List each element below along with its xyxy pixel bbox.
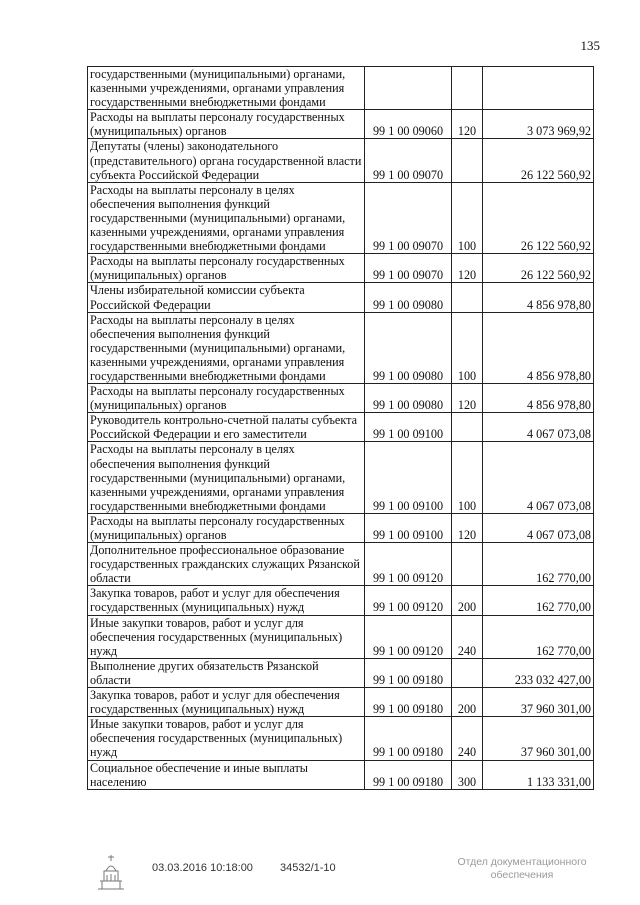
row-sum-cell: 37 960 301,00 [483,688,594,717]
table-row [88,283,594,312]
table-row [88,717,594,760]
row-code-cell: 99 1 00 09070 [365,182,452,253]
row-code-cell: 99 1 00 09180 [365,717,452,760]
row-type-cell: 100 [452,312,483,383]
table-row [88,688,594,717]
row-name-cell: Закупка товаров, работ и услуг для обеспечения государственных (муниципальных) нужд [88,586,365,615]
row-type-cell: 240 [452,717,483,760]
row-sum-cell: 4 067 073,08 [483,442,594,513]
table-row [88,384,594,413]
row-name-cell: Закупка товаров, работ и услуг для обеспечения государственных (муниципальных) нужд [88,688,365,717]
row-name-cell: Депутаты (члены) законодательного (представительного) органа государственной власти субъекта Российской Федерации [88,139,365,182]
row-type-cell [452,283,483,312]
table-row [88,658,594,687]
row-name-cell: Расходы на выплаты персоналу государственных (муниципальных) органов [88,513,365,542]
row-type-cell [452,139,483,182]
row-sum-cell: 162 770,00 [483,586,594,615]
table-row [88,254,594,283]
row-code-cell: 99 1 00 09070 [365,254,452,283]
row-name-cell: Расходы на выплаты персоналу государственных (муниципальных) органов [88,384,365,413]
row-sum-cell: 3 073 969,92 [483,110,594,139]
row-type-cell [452,543,483,586]
row-code-cell: 99 1 00 09180 [365,688,452,717]
table-row [88,110,594,139]
coat-of-arms-icon [94,851,128,891]
row-name-cell: Члены избирательной комиссии субъекта Российской Федерации [88,283,365,312]
row-name-cell: Иные закупки товаров, работ и услуг для обеспечения государственных (муниципальных) нужд [88,615,365,658]
row-code-cell: 99 1 00 09080 [365,283,452,312]
row-code-cell [365,67,452,110]
row-sum-cell: 37 960 301,00 [483,717,594,760]
row-type-cell [452,658,483,687]
footer-stamp [448,856,596,882]
row-type-cell: 300 [452,760,483,789]
row-sum-cell: 4 067 073,08 [483,413,594,442]
row-sum-cell: 4 856 978,80 [483,384,594,413]
row-code-cell: 99 1 00 09180 [365,760,452,789]
row-code-cell: 99 1 00 09100 [365,442,452,513]
page-number: 135 [580,38,600,53]
row-sum-cell: 162 770,00 [483,615,594,658]
footer-stamp-line2: обеспечения [490,869,554,881]
row-name-cell: Расходы на выплаты персоналу в целях обеспечения выполнения функций государственными (муниципальными) органами, казенными учреждениями, органами управления государственными внебюджетными фондами [88,442,365,513]
row-name-cell: государственными (муниципальными) органами, казенными учреждениями, органами управления государственными внебюджетными фондами [88,67,365,110]
row-name-cell: Расходы на выплаты персоналу в целях обеспечения выполнения функций государственными (муниципальными) органами, казенными учреждениями, органами управления государственными внебюджетными фондами [88,182,365,253]
table-row [88,182,594,253]
row-code-cell: 99 1 00 09180 [365,658,452,687]
footer-reg-number: 34532/1-10 [280,862,336,874]
row-sum-cell: 26 122 560,92 [483,139,594,182]
footer-stamp-line1: Отдел документационного [457,856,587,868]
row-name-cell: Иные закупки товаров, работ и услуг для обеспечения государственных (муниципальных) нужд [88,717,365,760]
row-code-cell: 99 1 00 09100 [365,413,452,442]
row-type-cell: 240 [452,615,483,658]
row-sum-cell: 162 770,00 [483,543,594,586]
row-sum-cell: 26 122 560,92 [483,182,594,253]
table-row [88,413,594,442]
table-row [88,760,594,789]
row-code-cell: 99 1 00 09060 [365,110,452,139]
row-type-cell: 120 [452,110,483,139]
row-sum-cell: 1 133 331,00 [483,760,594,789]
row-sum-cell: 4 856 978,80 [483,283,594,312]
row-name-cell: Расходы на выплаты персоналу государственных (муниципальных) органов [88,110,365,139]
table-row [88,586,594,615]
budget-table [87,66,594,790]
row-name-cell: Дополнительное профессиональное образование государственных гражданских служащих Рязанской области [88,543,365,586]
table-row [88,615,594,658]
table-row [88,312,594,383]
table-row [88,442,594,513]
table-row [88,67,594,110]
row-type-cell: 200 [452,586,483,615]
row-type-cell [452,67,483,110]
row-code-cell: 99 1 00 09100 [365,513,452,542]
row-type-cell: 100 [452,182,483,253]
row-code-cell: 99 1 00 09080 [365,312,452,383]
row-sum-cell: 4 067 073,08 [483,513,594,542]
row-name-cell: Выполнение других обязательств Рязанской области [88,658,365,687]
row-name-cell: Расходы на выплаты персоналу в целях обеспечения выполнения функций государственными (муниципальными) органами, казенными учреждениями, органами управления государственными внебюджетными фондами [88,312,365,383]
row-type-cell [452,413,483,442]
row-name-cell: Расходы на выплаты персоналу государственных (муниципальных) органов [88,254,365,283]
row-sum-cell: 26 122 560,92 [483,254,594,283]
row-sum-cell: 233 032 427,00 [483,658,594,687]
row-sum-cell: 4 856 978,80 [483,312,594,383]
row-sum-cell [483,67,594,110]
row-code-cell: 99 1 00 09120 [365,586,452,615]
row-type-cell: 200 [452,688,483,717]
table-row [88,139,594,182]
footer-date: 03.03.2016 10:18:00 [152,862,253,874]
row-code-cell: 99 1 00 09120 [365,615,452,658]
row-code-cell: 99 1 00 09080 [365,384,452,413]
row-code-cell: 99 1 00 09120 [365,543,452,586]
row-type-cell: 100 [452,442,483,513]
row-type-cell: 120 [452,513,483,542]
row-name-cell: Руководитель контрольно-счетной палаты субъекта Российской Федерации и его заместители [88,413,365,442]
row-name-cell: Социальное обеспечение и иные выплаты населению [88,760,365,789]
row-code-cell: 99 1 00 09070 [365,139,452,182]
row-type-cell: 120 [452,384,483,413]
row-type-cell: 120 [452,254,483,283]
table-row [88,513,594,542]
table-row [88,543,594,586]
